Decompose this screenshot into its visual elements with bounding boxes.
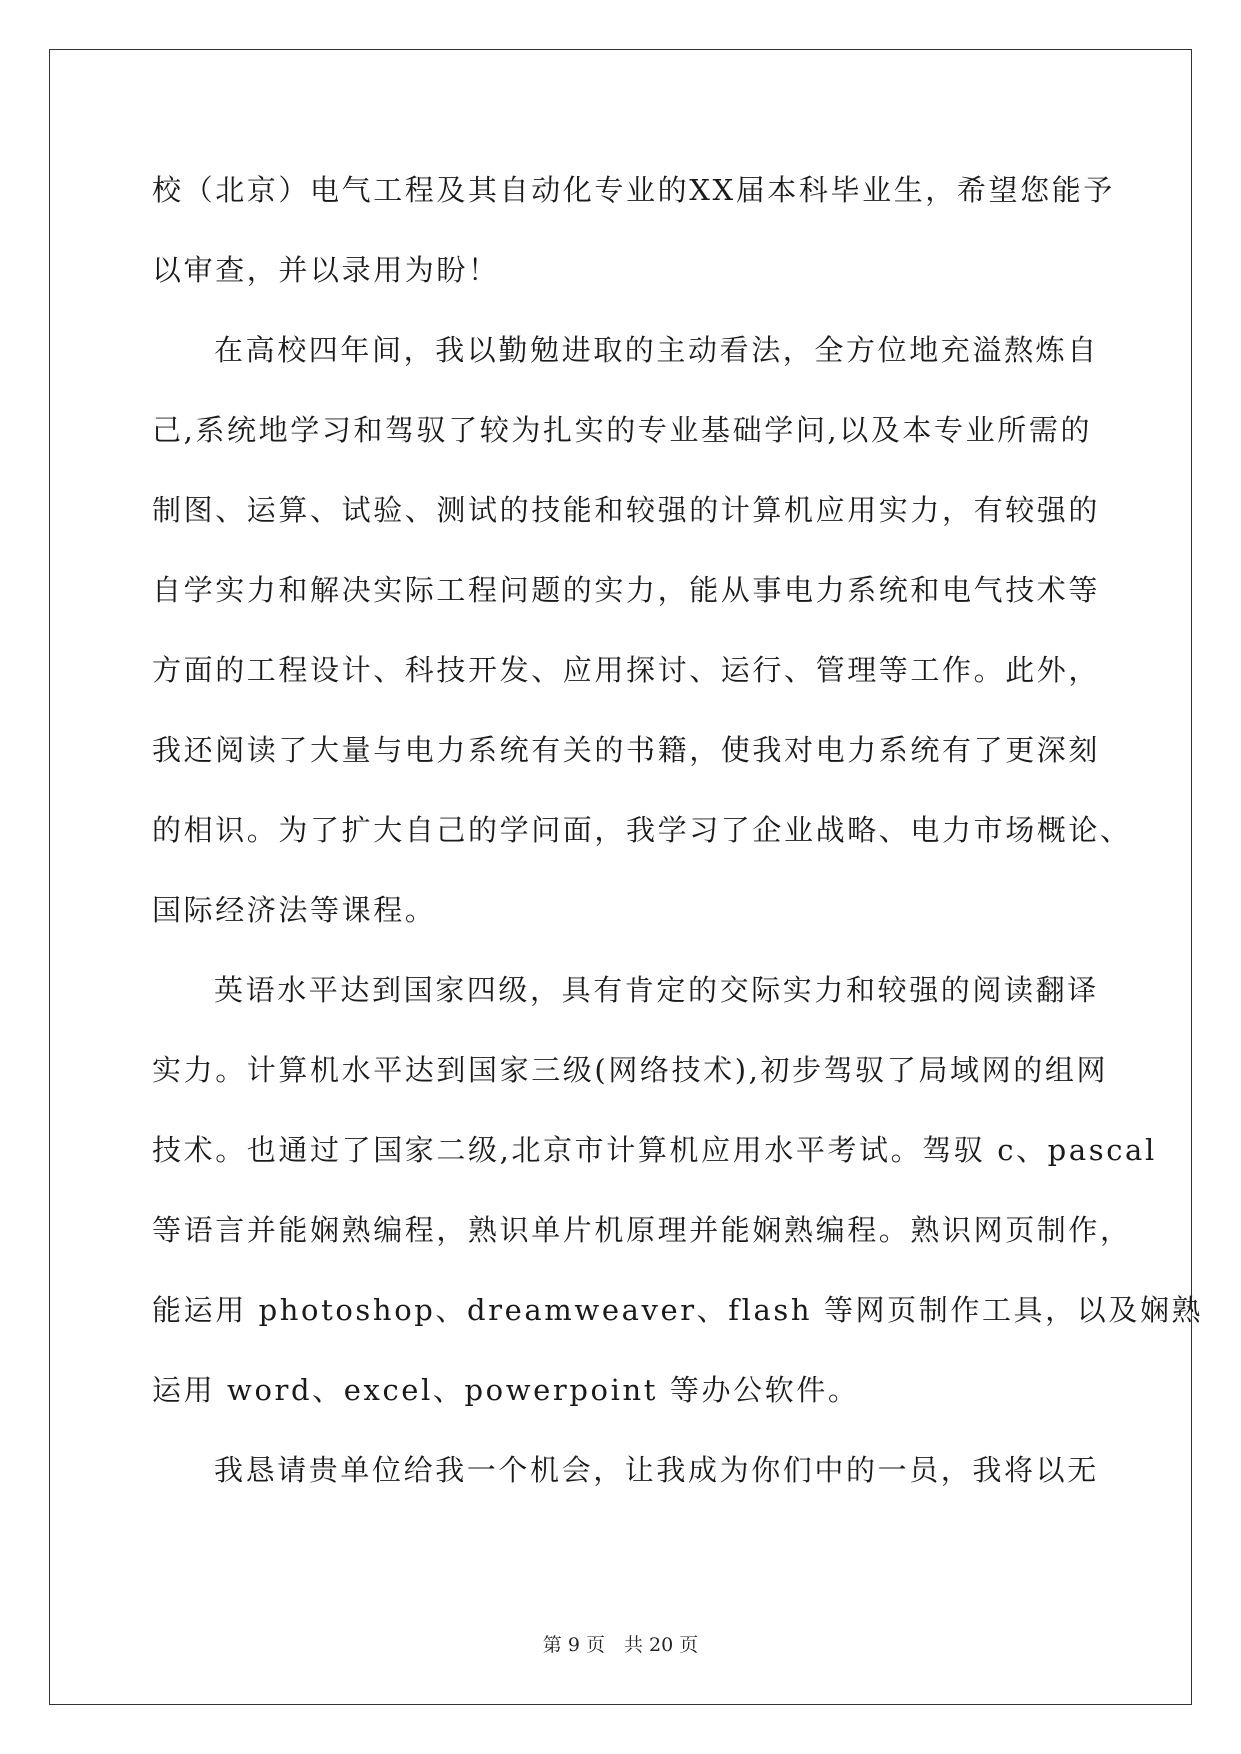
text-line: 以审查，并以录用为盼！ xyxy=(152,253,500,287)
text-line: 的相识。为了扩大自己的学问面，我学习了企业战略、电力市场概论、 xyxy=(152,813,1132,847)
text-line: 国际经济法等课程。 xyxy=(152,893,437,927)
page-number-footer: 第 9 页 共 20 页 xyxy=(542,1634,699,1656)
document-body xyxy=(152,150,1204,1510)
text-line: 方面的工程设计、科技开发、应用探讨、运行、管理等工作。此外， xyxy=(152,653,1101,687)
text-line: 自学实力和解决实际工程问题的实力，能从事电力系统和电气技术等 xyxy=(152,573,1101,607)
text-line: 校（北京）电气工程及其自动化专业的XX届本科毕业生，希望您能予 xyxy=(152,173,1115,207)
text-line: 己,系统地学习和驾驭了较为扎实的专业基础学问,以及本专业所需的 xyxy=(152,413,1093,447)
paragraph-start-line: 英语水平达到国家四级，具有肯定的交际实力和较强的阅读翻译 xyxy=(214,973,1099,1007)
text-line: 等语言并能娴熟编程，熟识单片机原理并能娴熟编程。熟识网页制作， xyxy=(152,1213,1132,1247)
text-line: 实力。计算机水平达到国家三级(网络技术),初步驾驭了局域网的组网 xyxy=(152,1053,1109,1087)
text-line: 能运用 photoshop、dreamweaver、flash 等网页制作工具，以及娴熟 xyxy=(152,1293,1204,1327)
text-line: 我还阅读了大量与电力系统有关的书籍，使我对电力系统有了更深刻 xyxy=(152,733,1101,767)
paragraph-start-line: 我恳请贵单位给我一个机会，让我成为你们中的一员，我将以无 xyxy=(214,1453,1099,1487)
text-line: 运用 word、excel、powerpoint 等办公软件。 xyxy=(152,1373,860,1407)
text-line: 制图、运算、试验、测试的技能和较强的计算机应用实力，有较强的 xyxy=(152,493,1101,527)
paragraph-start-line: 在高校四年间，我以勤勉进取的主动看法，全方位地充溢熬炼自 xyxy=(214,333,1099,367)
text-line: 技术。也通过了国家二级,北京市计算机应用水平考试。驾驭 c、pascal xyxy=(152,1133,1157,1167)
